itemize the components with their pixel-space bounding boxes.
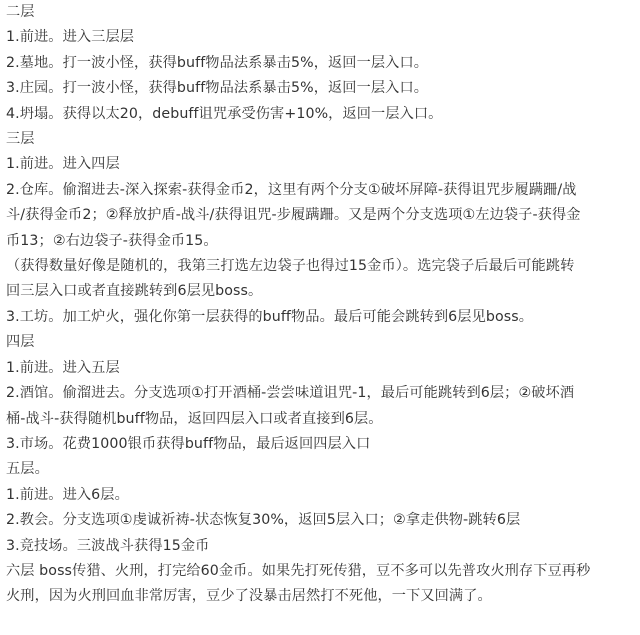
text-line: 1.前进。进入6层。 xyxy=(6,486,129,503)
text-line: 1.前进。进入四层 xyxy=(6,156,120,173)
text-line: 2.教会。分支选项①虔诚祈祷-状态恢复30%，返回5层入口；②拿走供物-跳转6层 xyxy=(6,512,521,529)
text-line: 火刑，因为火刑回血非常厉害，豆少了没暴击居然打不死他，一下又回满了。 xyxy=(6,588,492,605)
text-line: 3.市场。花费1000银币获得buff物品，最后返回四层入口 xyxy=(6,435,371,452)
heading-floor-2: 二层 xyxy=(6,4,35,20)
heading-floor-4: 四层 xyxy=(6,334,35,351)
text-line: 2.墓地。打一波小怪，获得buff物品法系暴击5%，返回一层入口。 xyxy=(6,54,429,71)
text-line: 3.工坊。加工炉火，强化你第一层获得的buff物品。最后可能会跳转到6层见boss。 xyxy=(6,308,534,325)
text-line: 1.前进。进入五层 xyxy=(6,359,120,376)
text-line: 回三层入口或者直接跳转到6层见boss。 xyxy=(6,283,263,300)
heading-floor-3: 三层 xyxy=(6,131,35,148)
text-line: 六层 boss传猎、火刑，打完给60金币。如果先打死传猎，豆不多可以先普攻火刑存下豆再秒 xyxy=(6,562,591,579)
text-line: 2.酒馆。偷溜进去。分支选项①打开酒桶-尝尝味道诅咒-1，最后可能跳转到6层；②破坏酒 xyxy=(6,385,575,402)
text-line: 币13；②右边袋子-获得金币15。 xyxy=(6,232,218,249)
text-line: 2.仓库。偷溜进去-深入探索-获得金币2，这里有两个分支①破坏屏障-获得诅咒步履蹒跚/战 xyxy=(6,181,577,198)
text-line: 3.竞技场。三波战斗获得15金币 xyxy=(6,537,210,554)
text-line: 3.庄园。打一波小怪，获得buff物品法系暴击5%，返回一层入口。 xyxy=(6,80,429,97)
text-line: （获得数量好像是随机的，我第三打选左边袋子也得过15金币）。选完袋子后最后可能跳转 xyxy=(6,258,575,275)
text-line: 1.前进。进入三层层 xyxy=(6,29,135,46)
heading-floor-5: 五层。 xyxy=(6,461,49,478)
text-line: 斗/获得金币2；②释放护盾-战斗/获得诅咒-步履蹒跚。又是两个分支选项①左边袋子-获得金 xyxy=(6,207,581,224)
text-line: 4.坍塌。获得以太20，debuff诅咒承受伤害+10%，返回一层入口。 xyxy=(6,105,443,122)
text-line: 桶-战斗-获得随机buff物品，返回四层入口或者直接到6层。 xyxy=(6,410,383,427)
